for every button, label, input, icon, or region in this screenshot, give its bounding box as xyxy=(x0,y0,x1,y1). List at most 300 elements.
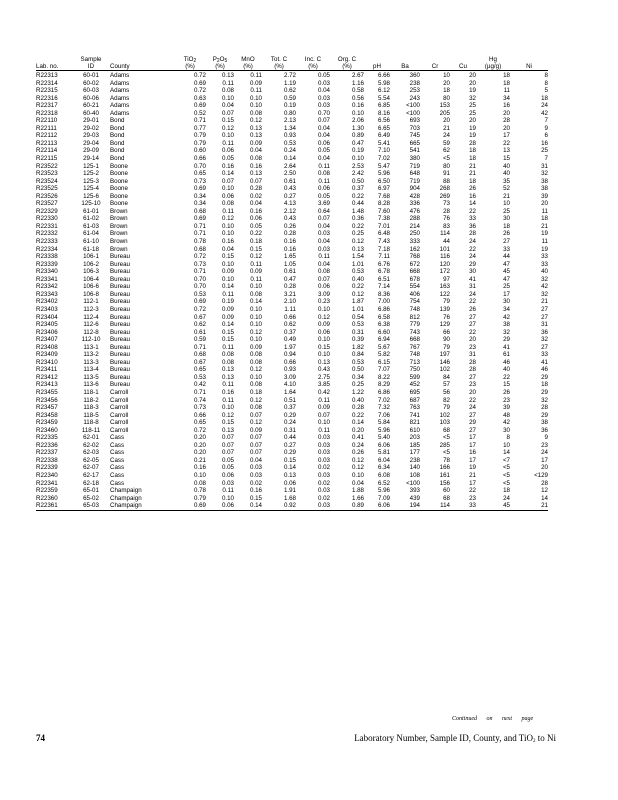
table-cell: 22 xyxy=(469,396,476,404)
table-cell: 20 xyxy=(541,464,548,472)
table-cell: 6.78 xyxy=(377,268,390,276)
table-cell: 0.12 xyxy=(221,411,234,419)
table-cell: R22333 xyxy=(36,238,58,246)
table-cell: Brown xyxy=(110,222,128,230)
table-cell: 0.10 xyxy=(317,336,330,344)
table-cell: 0.93 xyxy=(283,132,296,140)
table-cell: 0.16 xyxy=(351,102,364,110)
table-cell: 83 xyxy=(443,222,450,230)
table-cell: 0.07 xyxy=(317,411,330,419)
table-cell: 18 xyxy=(541,381,548,389)
table-cell: 0.73 xyxy=(193,260,206,268)
table-cell: 0.07 xyxy=(249,441,262,449)
header-unit: (%) xyxy=(174,63,206,71)
table-cell: 28 xyxy=(469,366,476,374)
table-cell: 8.16 xyxy=(377,109,390,117)
table-cell: 79 xyxy=(443,343,450,351)
table-cell: 703 xyxy=(409,124,420,132)
table-cell: 0.71 xyxy=(193,268,206,276)
header-tot-c: Tot. C xyxy=(270,56,288,63)
table-cell: 7.38 xyxy=(377,215,390,223)
table-cell: 31 xyxy=(469,351,476,359)
table-cell: 0.72 xyxy=(193,305,206,313)
table-cell: 29-02 xyxy=(83,124,99,132)
table-row xyxy=(36,434,548,442)
table-cell: 0.03 xyxy=(317,102,330,110)
table-cell: R22337 xyxy=(36,449,58,457)
table-cell: 0.03 xyxy=(317,245,330,253)
table-cell: Champaign xyxy=(110,502,174,510)
table-cell: 0.69 xyxy=(193,185,206,193)
table-cell: 23 xyxy=(469,381,476,389)
table-cell: 0.09 xyxy=(221,268,234,276)
table-row xyxy=(36,215,548,223)
table-cell: 6.66 xyxy=(377,72,390,79)
table-cell: 0.08 xyxy=(249,404,262,412)
table-cell: 719 xyxy=(409,162,420,170)
table-cell: 0.22 xyxy=(351,222,364,230)
table-cell: 20 xyxy=(503,124,510,132)
table-cell: 0.15 xyxy=(221,328,234,336)
table-cell: 0.14 xyxy=(221,283,234,291)
table-cell: Bureau xyxy=(110,260,130,268)
table-cell: 0.22 xyxy=(351,411,364,419)
table-cell: 2.67 xyxy=(351,72,364,79)
table-cell: 60-01 xyxy=(83,72,99,79)
table-cell: 27 xyxy=(541,343,548,351)
table-cell: 0.04 xyxy=(351,479,364,487)
table-cell: Boone xyxy=(110,162,128,170)
table-cell: 7 xyxy=(544,117,548,125)
table-cell: 65-01 xyxy=(83,487,99,495)
table-cell: 1.01 xyxy=(351,260,364,268)
table-cell: R22317 xyxy=(36,102,58,110)
table-cell: <5 xyxy=(442,155,450,163)
header-hg-unit: (µg/g) xyxy=(476,63,510,71)
table-cell: 20 xyxy=(469,72,476,79)
table-cell: 33 xyxy=(541,260,548,268)
table-cell: R23404 xyxy=(36,313,58,321)
table-row xyxy=(36,502,548,510)
table-cell: 156 xyxy=(439,479,450,487)
table-cell: R23405 xyxy=(36,321,58,329)
table-cell: 2.72 xyxy=(283,72,296,79)
table-cell: 0.73 xyxy=(193,177,206,185)
table-cell: 120 xyxy=(439,260,450,268)
table-cell: R22341 xyxy=(36,479,58,487)
table-row xyxy=(36,419,548,427)
table-row xyxy=(36,246,548,254)
table-row xyxy=(36,389,548,397)
table-cell: 0.68 xyxy=(193,351,206,359)
table-cell: R23460 xyxy=(36,426,58,434)
table-cell: 40 xyxy=(541,268,548,276)
table-cell: 0.04 xyxy=(221,245,234,253)
table-cell: 125-1 xyxy=(83,162,99,170)
table-cell: 0.03 xyxy=(317,449,330,457)
table-cell: R22361 xyxy=(36,502,72,510)
table-row xyxy=(36,404,548,412)
table-cell: 44 xyxy=(443,238,450,246)
table-cell: 35 xyxy=(503,177,510,185)
table-cell: 0.70 xyxy=(317,109,330,117)
table-cell: Adams xyxy=(110,102,130,110)
table-cell: 0.10 xyxy=(249,102,262,110)
table-cell: 48 xyxy=(503,411,510,419)
table-row xyxy=(36,117,548,125)
table-cell: 1.87 xyxy=(351,298,364,306)
table-cell: 0.43 xyxy=(283,215,296,223)
table-row xyxy=(36,314,548,322)
table-cell: 113-5 xyxy=(83,373,99,381)
table-cell: 0.11 xyxy=(250,72,262,79)
table-cell: 0.22 xyxy=(351,192,364,200)
table-cell: 0.07 xyxy=(249,177,262,185)
table-cell: 2.75 xyxy=(317,373,330,381)
table-row xyxy=(36,329,548,337)
table-cell: 6.94 xyxy=(377,336,390,344)
table-cell: Bureau xyxy=(110,253,130,261)
table-cell: 40 xyxy=(503,162,510,170)
table-cell: 599 xyxy=(409,373,420,381)
table-cell: 0.28 xyxy=(249,185,262,193)
table-cell: 118-8 xyxy=(83,419,99,427)
table-cell: 23 xyxy=(469,494,476,502)
table-cell: 0.89 xyxy=(330,502,364,510)
table-cell: 25 xyxy=(503,283,510,291)
table-cell: 61-02 xyxy=(83,215,99,223)
table-cell: 6.49 xyxy=(377,132,390,140)
table-cell: 36 xyxy=(469,222,476,230)
table-cell: Boone xyxy=(110,192,128,200)
table-row xyxy=(36,464,548,472)
table-cell: 0.64 xyxy=(317,207,330,215)
table-cell: 114 xyxy=(420,502,450,510)
table-cell: 62-17 xyxy=(83,471,99,479)
table-cell: 0.20 xyxy=(193,434,206,442)
table-cell: 0.02 xyxy=(317,494,330,502)
table-cell: 0.08 xyxy=(221,358,234,366)
table-cell: 39 xyxy=(503,404,510,412)
table-cell: 768 xyxy=(409,253,420,261)
table-cell: Brown xyxy=(110,245,128,253)
table-cell: 0.11 xyxy=(250,260,262,268)
table-row xyxy=(36,306,548,314)
table-cell: 0.20 xyxy=(193,441,206,449)
table-cell: 20 xyxy=(541,200,548,208)
table-row xyxy=(36,397,548,405)
table-cell: Brown xyxy=(110,230,128,238)
table-cell: 0.06 xyxy=(317,328,330,336)
table-cell: Adams xyxy=(110,94,130,102)
table-row xyxy=(36,449,548,457)
table-cell: R23455 xyxy=(36,388,58,396)
table-cell: 139 xyxy=(439,305,450,313)
table-cell: 0.07 xyxy=(317,117,330,125)
table-cell: 0.10 xyxy=(317,419,330,427)
header-cell xyxy=(110,56,174,63)
table-cell: 114 xyxy=(440,230,450,238)
table-row xyxy=(36,185,548,193)
table-cell: 38 xyxy=(503,321,510,329)
table-cell: 42 xyxy=(541,109,548,117)
table-cell: R23457 xyxy=(36,404,58,412)
table-cell: Bureau xyxy=(110,328,130,336)
table-cell: 0.16 xyxy=(221,162,234,170)
table-cell: Brown xyxy=(110,215,128,223)
table-cell: 0.10 xyxy=(317,305,330,313)
table-cell: 285 xyxy=(439,441,450,449)
table-row xyxy=(36,170,548,178)
table-cell: 32 xyxy=(503,328,510,336)
table-cell: <5 xyxy=(502,464,510,472)
table-cell: <100 xyxy=(406,109,420,117)
table-cell: 38 xyxy=(541,177,548,185)
table-cell: 166 xyxy=(439,464,450,472)
table-cell: Cass xyxy=(110,471,125,479)
table-cell: 20 xyxy=(469,79,476,87)
table-cell: 42 xyxy=(503,419,510,427)
table-cell: 2.42 xyxy=(351,170,364,178)
table-cell: 0.72 xyxy=(193,87,206,95)
table-cell: 0.56 xyxy=(351,94,364,102)
table-row xyxy=(36,71,548,80)
table-cell: 0.12 xyxy=(249,328,262,336)
table-cell: 0.22 xyxy=(249,230,262,238)
table-cell: 0.13 xyxy=(221,366,234,374)
table-cell: 0.03 xyxy=(221,479,234,487)
table-cell: 0.15 xyxy=(283,456,296,464)
table-cell: 32 xyxy=(469,94,476,102)
table-cell: R22113 xyxy=(36,139,58,147)
table-row xyxy=(36,261,548,269)
header-cell xyxy=(364,56,390,63)
table-cell: 7.68 xyxy=(377,192,390,200)
table-cell: 0.08 xyxy=(317,268,330,276)
table-cell: 0.79 xyxy=(193,139,206,147)
table-cell: 52 xyxy=(503,185,510,193)
table-cell: 84 xyxy=(443,373,450,381)
table-cell: 0.53 xyxy=(193,290,206,298)
header-inc-c: Inc. C xyxy=(304,56,322,63)
table-cell: 1.82 xyxy=(351,343,364,351)
table-cell: 0.11 xyxy=(250,275,262,283)
table-cell: R22334 xyxy=(36,245,58,253)
table-cell: 5.40 xyxy=(377,434,390,442)
table-cell: R22110 xyxy=(36,117,58,125)
table-cell: 113-2 xyxy=(83,351,99,359)
table-cell: 6.97 xyxy=(377,185,390,193)
table-cell: 333 xyxy=(409,238,420,246)
table-cell: 9 xyxy=(544,124,548,132)
table-cell: 33 xyxy=(469,215,476,223)
table-cell: 20 xyxy=(469,336,476,344)
table-cell: 22 xyxy=(503,139,510,147)
table-cell: 0.22 xyxy=(351,283,364,291)
table-cell: 62-05 xyxy=(83,456,99,464)
table-cell: 0.93 xyxy=(283,366,296,374)
table-cell: 28 xyxy=(443,207,450,215)
table-cell: 336 xyxy=(409,200,420,208)
table-cell: 554 xyxy=(409,283,420,291)
table-cell: 5.96 xyxy=(377,426,390,434)
header-row-bottom xyxy=(36,63,548,71)
table-cell: 0.04 xyxy=(317,222,330,230)
table-row xyxy=(36,283,548,291)
table-cell: 0.79 xyxy=(193,132,206,140)
table-cell: 0.15 xyxy=(249,245,262,253)
table-cell: 0.12 xyxy=(249,419,262,427)
table-row xyxy=(36,344,548,352)
header-ni: Ni xyxy=(510,63,548,71)
table-cell: 32 xyxy=(541,170,548,178)
table-cell: 162 xyxy=(409,245,420,253)
table-cell: 27 xyxy=(469,321,476,329)
table-cell: 1.91 xyxy=(283,487,296,495)
table-cell: 46 xyxy=(541,366,548,374)
table-cell: Bond xyxy=(110,155,125,163)
table-cell: R22115 xyxy=(36,155,58,163)
table-cell: 0.47 xyxy=(283,275,296,283)
table-cell: 0.78 xyxy=(193,487,206,495)
table-cell: R23403 xyxy=(36,305,58,313)
table-cell: 0.65 xyxy=(193,366,206,374)
table-cell: 45 xyxy=(476,502,510,510)
table-cell: 11 xyxy=(503,87,510,95)
table-cell: 0.79 xyxy=(193,494,206,502)
table-cell: 812 xyxy=(409,313,420,321)
table-cell: 748 xyxy=(409,351,420,359)
table-cell: R23527 xyxy=(36,200,58,208)
table-cell: Carroll xyxy=(110,426,129,434)
table-cell: 743 xyxy=(409,328,420,336)
table-cell: 0.43 xyxy=(283,185,296,193)
table-cell: 0.11 xyxy=(222,290,234,298)
table-row xyxy=(36,230,548,238)
table-cell: 0.24 xyxy=(283,147,296,155)
table-cell: 185 xyxy=(409,441,420,449)
table-cell: 0.10 xyxy=(221,94,234,102)
table-cell: 7.43 xyxy=(377,238,390,246)
table-cell: 0.11 xyxy=(318,253,330,261)
table-row xyxy=(36,472,548,480)
table-cell: 19 xyxy=(541,230,548,238)
table-cell: 0.72 xyxy=(193,426,206,434)
table-cell: 2.12 xyxy=(283,207,296,215)
table-cell: 0.03 xyxy=(317,434,330,442)
table-cell: 33 xyxy=(450,502,476,510)
table-cell: 0.12 xyxy=(249,366,262,374)
table-cell: 0.43 xyxy=(317,366,330,374)
table-cell: 1.22 xyxy=(351,388,364,396)
table-cell: 106-4 xyxy=(83,275,99,283)
table-cell: 0.61 xyxy=(193,328,206,336)
table-row xyxy=(36,359,548,367)
table-cell: 91 xyxy=(443,170,450,178)
table-cell: 125-2 xyxy=(83,170,99,178)
table-cell: 23 xyxy=(469,343,476,351)
table-cell: 0.09 xyxy=(221,305,234,313)
table-cell: R22316 xyxy=(36,94,58,102)
table-cell: 60 xyxy=(443,487,450,495)
table-cell: 17 xyxy=(541,456,548,464)
table-cell: 0.08 xyxy=(193,479,206,487)
header-lab-no: Lab. no. xyxy=(36,63,72,71)
table-cell: 0.67 xyxy=(193,313,206,321)
table-cell: 7.18 xyxy=(377,245,390,253)
table-cell: 0.08 xyxy=(249,358,262,366)
table-cell: 47 xyxy=(503,260,510,268)
table-cell: 2.13 xyxy=(283,117,296,125)
table-cell: 0.29 xyxy=(283,411,296,419)
table-cell: 27 xyxy=(469,426,476,434)
table-cell: 0.08 xyxy=(221,200,234,208)
table-cell: 0.69 xyxy=(193,298,206,306)
table-cell: 1.88 xyxy=(351,487,364,495)
table-cell: 79 xyxy=(443,404,450,412)
table-cell: 0.06 xyxy=(221,147,234,155)
table-cell: 0.08 xyxy=(317,170,330,178)
table-cell: 7.00 xyxy=(377,298,390,306)
table-cell: 5.54 xyxy=(377,94,390,102)
table-cell: Cass xyxy=(110,434,125,442)
table-cell: 0.10 xyxy=(221,185,234,193)
table-cell: 0.47 xyxy=(351,139,364,147)
table-cell: 0.16 xyxy=(193,464,206,472)
header-unit: (%) xyxy=(262,63,296,71)
table-cell: 29 xyxy=(541,388,548,396)
table-cell: 393 xyxy=(409,487,420,495)
table-cell: 250 xyxy=(409,230,420,238)
table-cell: 24 xyxy=(541,102,548,110)
table-cell: 12 xyxy=(541,487,548,495)
table-cell: 8.22 xyxy=(377,373,390,381)
table-cell: 0.53 xyxy=(193,373,206,381)
table-cell: 0.71 xyxy=(193,117,206,125)
table-cell: 0.06 xyxy=(317,139,330,147)
table-cell: 27 xyxy=(541,313,548,321)
table-row xyxy=(36,268,548,276)
table-cell: 20 xyxy=(469,388,476,396)
table-cell: 0.06 xyxy=(221,192,234,200)
table-cell: Carroll xyxy=(110,419,129,427)
table-cell: 0.19 xyxy=(221,298,234,306)
table-cell: 76 xyxy=(443,313,450,321)
table-cell: R22335 xyxy=(36,434,58,442)
table-cell: 610 xyxy=(409,426,420,434)
table-cell: Carroll xyxy=(110,388,129,396)
table-cell: 19 xyxy=(469,132,476,140)
table-body xyxy=(36,71,548,511)
table-cell: 118-11 xyxy=(81,426,101,434)
table-row xyxy=(36,351,548,359)
table-cell: 177 xyxy=(409,449,420,457)
table-cell: <5 xyxy=(502,479,510,487)
table-cell: 113-4 xyxy=(83,366,99,374)
table-cell: 6.12 xyxy=(377,87,390,95)
table-cell: 0.09 xyxy=(249,343,262,351)
table-row xyxy=(36,132,548,140)
table-cell: R23458 xyxy=(36,411,58,419)
table-cell: 0.71 xyxy=(193,222,206,230)
header-org-c: Org. C xyxy=(337,56,357,63)
table-cell: 0.18 xyxy=(249,238,262,246)
table-cell: 0.12 xyxy=(249,396,262,404)
table-cell: 0.72 xyxy=(193,253,206,261)
table-cell: 0.13 xyxy=(317,358,330,366)
table-cell: 19 xyxy=(541,245,548,253)
table-cell: 0.21 xyxy=(193,456,206,464)
